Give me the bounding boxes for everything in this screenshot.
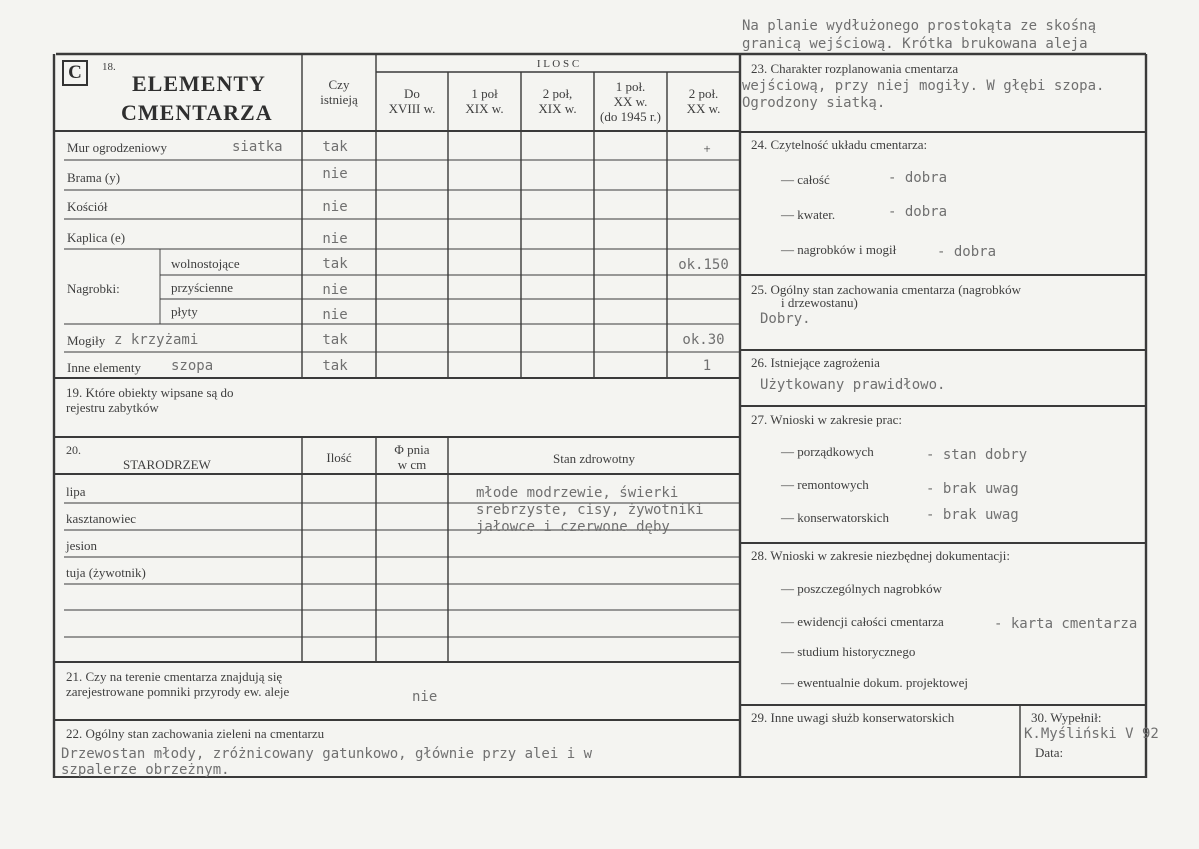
- row-wall-label: Mur ogrodzeniowy: [67, 140, 168, 155]
- section-18-title-line-1: ELEMENTY: [132, 71, 266, 96]
- date-label: Data:: [1035, 745, 1064, 760]
- docs-record-label: — ewidencji całości cmentarza: [781, 614, 944, 629]
- row-slabs-exists: nie: [322, 307, 348, 323]
- section-25-line-2: i drzewostanu): [781, 295, 858, 310]
- tree-row-2: kasztanowiec: [66, 511, 137, 526]
- row-graves-p5: ok.30: [682, 332, 725, 348]
- period-2-line-1: 1 poł: [471, 86, 498, 101]
- period-5-line-1: 2 poł.: [688, 86, 719, 101]
- section-20-number: 20.: [66, 443, 81, 457]
- legibility-whole-label: — całość: [781, 172, 830, 187]
- legibility-quarters-value: - dobra: [888, 204, 948, 220]
- row-other-exists: tak: [322, 358, 348, 374]
- section-28-label: 28. Wnioski w zakresie niezbędnej dokumentacji:: [751, 548, 1010, 563]
- period-4-line-2: XX w.: [613, 94, 648, 109]
- col-health-header: Stan zdrowotny: [553, 451, 635, 466]
- period-3-line-1: 2 poł,: [542, 86, 573, 101]
- row-freestanding-label: wolnostojące: [171, 256, 240, 271]
- health-text-line-3: jałowce i czerwone dęby: [476, 519, 670, 535]
- section-19-line-1: 19. Które obiekty wipsane są do: [66, 385, 234, 400]
- section-21-answer: nie: [412, 689, 438, 705]
- section-23-answer-line-2: Ogrodzony siatką.: [742, 95, 886, 111]
- section-21-line-1: 21. Czy na terenie cmentarza znajdują się: [66, 669, 283, 684]
- row-gate-label: Brama (y): [67, 170, 121, 185]
- col-diameter-header-2: w cm: [397, 457, 427, 472]
- section-18-number: 18.: [102, 61, 116, 73]
- tree-row-1: lipa: [66, 484, 86, 499]
- row-wall-exists: tak: [322, 139, 348, 155]
- section-22-answer-line-1: Drzewostan młody, zróżnicowany gatunkowo, głównie przy alei i w: [61, 746, 593, 762]
- section-27-label: 27. Wnioski w zakresie prac:: [751, 412, 903, 427]
- docs-project-label: — ewentualnie dokum. projektowej: [781, 675, 969, 690]
- row-wall-mounted-label: przyścienne: [171, 280, 234, 295]
- period-4-line-1: 1 poł.: [615, 79, 646, 94]
- section-21-line-2: zarejestrowane pomniki przyrody ew. aleje: [66, 684, 290, 699]
- period-5-line-2: XX w.: [686, 101, 721, 116]
- row-chapel-label: Kaplica (e): [67, 230, 126, 245]
- section-letter-badge: C: [62, 60, 88, 86]
- legibility-quarters-label: — kwater.: [781, 207, 836, 222]
- filled-by-value: K.Myśliński V 92: [1024, 726, 1159, 742]
- works-cleaning-label: — porządkowych: [781, 444, 874, 459]
- works-cleaning-value: - stan dobry: [926, 447, 1028, 463]
- row-graves-exists: tak: [322, 332, 348, 348]
- row-other-label: Inne elementy: [67, 360, 141, 375]
- col-exists-header-2: istnieją: [320, 92, 358, 107]
- docs-record-value: - karta cmentarza: [994, 616, 1138, 632]
- row-other-p5: 1: [702, 358, 712, 374]
- row-slabs-label: płyty: [171, 304, 198, 319]
- tree-row-3: jesion: [66, 538, 98, 553]
- docs-history-label: — studium historycznego: [781, 644, 916, 659]
- row-freestanding-exists: tak: [322, 256, 348, 272]
- legibility-whole-value: - dobra: [888, 170, 948, 186]
- header-note-line-1: Na planie wydłużonego prostokąta ze skośną: [742, 18, 1097, 34]
- section-22-label: 22. Ogólny stan zachowania zieleni na cmentarzu: [66, 726, 325, 741]
- health-text-line-1: młode modrzewie, świerki: [476, 485, 679, 501]
- row-wall-mounted-exists: nie: [322, 282, 348, 298]
- section-23-label: 23. Charakter rozplanowania cmentarza: [751, 61, 959, 76]
- works-conservation-label: — konserwatorskich: [781, 510, 889, 525]
- tree-row-4: tuja (żywotnik): [66, 565, 146, 580]
- row-other-note: szopa: [171, 358, 214, 374]
- row-church-label: Kościół: [67, 199, 108, 214]
- section-22-answer-line-2: szpalerze obrzeżnym.: [61, 762, 230, 778]
- row-wall-note: siatka: [232, 139, 283, 155]
- row-chapel-exists: nie: [322, 231, 348, 247]
- header-note-line-2: granicą wejściową. Krótka brukowana aleja: [742, 36, 1088, 52]
- docs-tombstones-label: — poszczególnych nagrobków: [781, 581, 943, 596]
- works-repair-value: - brak uwag: [926, 481, 1019, 497]
- works-conservation-value: - brak uwag: [926, 507, 1019, 523]
- nagrobki-label: Nagrobki:: [67, 281, 120, 296]
- period-2-line-2: XIX w.: [465, 101, 504, 116]
- row-graves-note: z krzyżami: [114, 332, 199, 348]
- health-text-line-2: srebrzyste, cisy, żywotniki: [476, 502, 704, 518]
- section-24-label: 24. Czytelność układu cmentarza:: [751, 137, 928, 152]
- row-freestanding-p5: ok.150: [678, 257, 729, 273]
- period-1-line-2: XVIII w.: [388, 101, 436, 116]
- period-3-line-2: XIX w.: [538, 101, 577, 116]
- ilosc-header: I L O S C: [536, 58, 580, 70]
- section-30-label: 30. Wypełnił:: [1031, 710, 1102, 725]
- section-19-line-2: rejestru zabytków: [66, 400, 159, 415]
- row-church-exists: nie: [322, 199, 348, 215]
- section-25-answer: Dobry.: [760, 311, 811, 327]
- section-25-line-1: 25. Ogólny stan zachowania cmentarza (nagrobków: [751, 282, 1022, 297]
- section-18-title-line-2: CMENTARZA: [121, 100, 273, 125]
- col-count-header: Ilość: [326, 450, 352, 465]
- section-26-answer: Użytkowany prawidłowo.: [760, 377, 946, 393]
- period-1-line-1: Do: [404, 86, 420, 101]
- period-4-line-3: (do 1945 r.): [599, 109, 662, 124]
- col-exists-header-1: Czy: [328, 77, 350, 92]
- section-20-title: STARODRZEW: [123, 457, 211, 472]
- section-23-answer-line-1: wejściową, przy niej mogiły. W głębi szopa.: [742, 78, 1105, 94]
- row-wall-p5: +: [703, 141, 711, 156]
- row-gate-exists: nie: [322, 166, 348, 182]
- section-29-label: 29. Inne uwagi służb konserwatorskich: [751, 710, 955, 725]
- legibility-graves-label: — nagrobków i mogił: [781, 242, 897, 257]
- section-26-label: 26. Istniejące zagrożenia: [751, 355, 880, 370]
- works-repair-label: — remontowych: [781, 477, 869, 492]
- row-graves-label: Mogiły: [67, 333, 106, 348]
- legibility-graves-value: - dobra: [937, 244, 997, 260]
- col-diameter-header-1: Φ pnia: [394, 442, 430, 457]
